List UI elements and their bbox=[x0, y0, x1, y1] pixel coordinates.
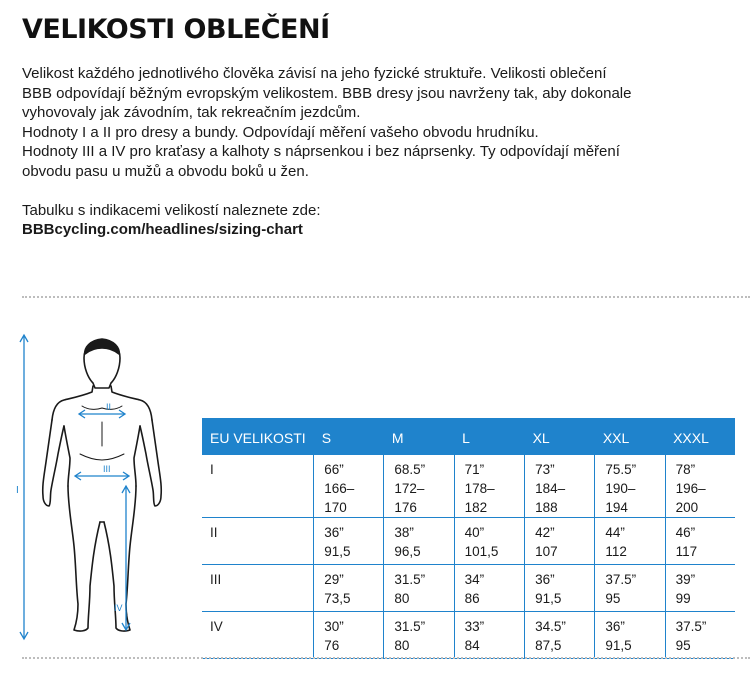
body-measurement-figure bbox=[10, 326, 195, 646]
cell-inches: 68.5” bbox=[394, 462, 426, 477]
table-cell bbox=[454, 518, 524, 565]
cell-inches: 73” bbox=[535, 462, 555, 477]
cell-inches: 36” bbox=[324, 525, 344, 540]
dotted-divider-top bbox=[22, 296, 750, 298]
cell-inches: 42” bbox=[535, 525, 555, 540]
cell-inches: 78” bbox=[675, 462, 696, 477]
label-IV: IV bbox=[114, 603, 123, 613]
row-label: II bbox=[202, 518, 314, 565]
intro-line: Hodnoty III a IV pro kraťasy a kalhoty s náprsenkou i bez náprsenky. Ty odpovídají měření bbox=[22, 143, 620, 160]
cell-cm: 166–170 bbox=[324, 481, 355, 515]
cell-inches: 37.5” bbox=[675, 619, 707, 634]
table-cell bbox=[454, 565, 524, 612]
dotted-divider-bottom bbox=[22, 657, 750, 659]
cell-inches: 29” bbox=[324, 572, 344, 587]
row-label: IV bbox=[202, 612, 314, 659]
table-cell bbox=[384, 518, 454, 565]
cell-inches: 75.5” bbox=[605, 462, 637, 477]
cell-cm: 84 bbox=[464, 638, 480, 653]
cell-cm: 96,5 bbox=[394, 544, 421, 559]
cell-cm: 80 bbox=[394, 591, 410, 606]
cell-cm: 196–200 bbox=[675, 481, 706, 515]
table-row bbox=[202, 565, 735, 612]
body-figure-svg bbox=[10, 326, 195, 646]
cell-cm: 112 bbox=[605, 544, 627, 559]
cell-inches: 34” bbox=[464, 572, 485, 587]
table-cell bbox=[454, 612, 524, 659]
cell-inches: 44” bbox=[605, 525, 625, 540]
cell-cm: 184–188 bbox=[535, 481, 566, 515]
intro-line: Velikost každého jednotlivého člověka závisí na jeho fyzické struktuře. Velikosti oblečení bbox=[22, 65, 607, 82]
cell-cm: 91,5 bbox=[535, 591, 562, 606]
header-size-l: L bbox=[454, 418, 524, 455]
header-size-xxxl: XXXL bbox=[665, 418, 735, 455]
table-cell bbox=[525, 565, 595, 612]
table-cell bbox=[595, 612, 665, 659]
body-outline bbox=[43, 339, 162, 631]
table-cell bbox=[314, 612, 384, 659]
table-cell bbox=[384, 565, 454, 612]
table-cell bbox=[665, 518, 735, 565]
spacer bbox=[22, 181, 682, 201]
cell-cm: 190–194 bbox=[605, 481, 636, 515]
cell-inches: 37.5” bbox=[605, 572, 637, 587]
header-eu-sizes: EU VELIKOSTI bbox=[202, 418, 314, 455]
cell-inches: 46” bbox=[675, 525, 696, 540]
cell-inches: 66” bbox=[324, 462, 344, 477]
intro-line: vyhovovaly jak závodním, tak rekreačním jezdcům. bbox=[22, 104, 361, 121]
cell-inches: 33” bbox=[464, 619, 485, 634]
page-title: VELIKOSTI OBLEČENÍ bbox=[22, 14, 330, 45]
table-cell bbox=[454, 455, 524, 518]
cell-cm: 91,5 bbox=[605, 638, 632, 653]
cell-cm: 101,5 bbox=[464, 544, 499, 559]
cell-cm: 95 bbox=[605, 591, 621, 606]
intro-text bbox=[22, 64, 682, 240]
sizing-chart-link[interactable]: BBBcycling.com/headlines/sizing-chart bbox=[22, 221, 303, 238]
table-cell bbox=[665, 565, 735, 612]
table-cell bbox=[595, 565, 665, 612]
cell-inches: 30” bbox=[324, 619, 344, 634]
cell-cm: 86 bbox=[464, 591, 480, 606]
table-cell bbox=[665, 612, 735, 659]
table-cell bbox=[314, 455, 384, 518]
table-row bbox=[202, 455, 735, 518]
intro-line: obvodu pasu u mužů a obvodu boků u žen. bbox=[22, 162, 309, 180]
cell-inches: 39” bbox=[675, 572, 696, 587]
table-cell bbox=[314, 518, 384, 565]
row-label: III bbox=[202, 565, 314, 612]
table-cell bbox=[384, 612, 454, 659]
cell-cm: 80 bbox=[394, 638, 410, 653]
cell-cm: 117 bbox=[675, 544, 698, 559]
cell-cm: 76 bbox=[324, 638, 340, 653]
chart-intro: Tabulku s indikacemi velikostí naleznete zde: bbox=[22, 201, 321, 219]
cell-cm: 172–176 bbox=[394, 481, 425, 515]
cell-cm: 95 bbox=[675, 638, 691, 653]
header-size-xxl: XXL bbox=[595, 418, 665, 455]
label-III: III bbox=[103, 464, 111, 474]
header-size-m: M bbox=[384, 418, 454, 455]
intro-line: BBB odpovídají běžným evropským velikostem. BBB dresy jsou navrženy tak, aby dokonale bbox=[22, 84, 632, 102]
cell-cm: 91,5 bbox=[324, 544, 351, 559]
cell-cm: 107 bbox=[535, 544, 558, 559]
table-cell bbox=[525, 455, 595, 518]
cell-cm: 178–182 bbox=[464, 481, 495, 515]
table-row bbox=[202, 612, 735, 659]
cell-inches: 38” bbox=[394, 525, 414, 540]
cell-cm: 73,5 bbox=[324, 591, 351, 606]
row-label: I bbox=[202, 455, 314, 518]
table-cell bbox=[525, 612, 595, 659]
cell-cm: 99 bbox=[675, 591, 691, 606]
cell-inches: 36” bbox=[605, 619, 625, 634]
intro-line: Hodnoty I a II pro dresy a bundy. Odpovídají měření vašeho obvodu hrudníku. bbox=[22, 123, 539, 141]
cell-inches: 34.5” bbox=[535, 619, 566, 634]
table-cell bbox=[525, 518, 595, 565]
table-row bbox=[202, 518, 735, 565]
header-size-xl: XL bbox=[525, 418, 595, 455]
size-table bbox=[202, 418, 735, 659]
cell-inches: 40” bbox=[464, 525, 485, 540]
label-I: I bbox=[16, 485, 19, 496]
header-size-s: S bbox=[314, 418, 384, 455]
cell-cm: 87,5 bbox=[535, 638, 562, 653]
table-cell bbox=[595, 518, 665, 565]
cell-inches: 31.5” bbox=[394, 572, 426, 587]
table-cell bbox=[314, 565, 384, 612]
cell-inches: 71” bbox=[464, 462, 485, 477]
table-cell bbox=[384, 455, 454, 518]
label-II: II bbox=[106, 402, 112, 412]
cell-inches: 31.5” bbox=[394, 619, 426, 634]
cell-inches: 36” bbox=[535, 572, 555, 587]
table-cell bbox=[595, 455, 665, 518]
table-header-row bbox=[202, 418, 735, 455]
table-cell bbox=[665, 455, 735, 518]
